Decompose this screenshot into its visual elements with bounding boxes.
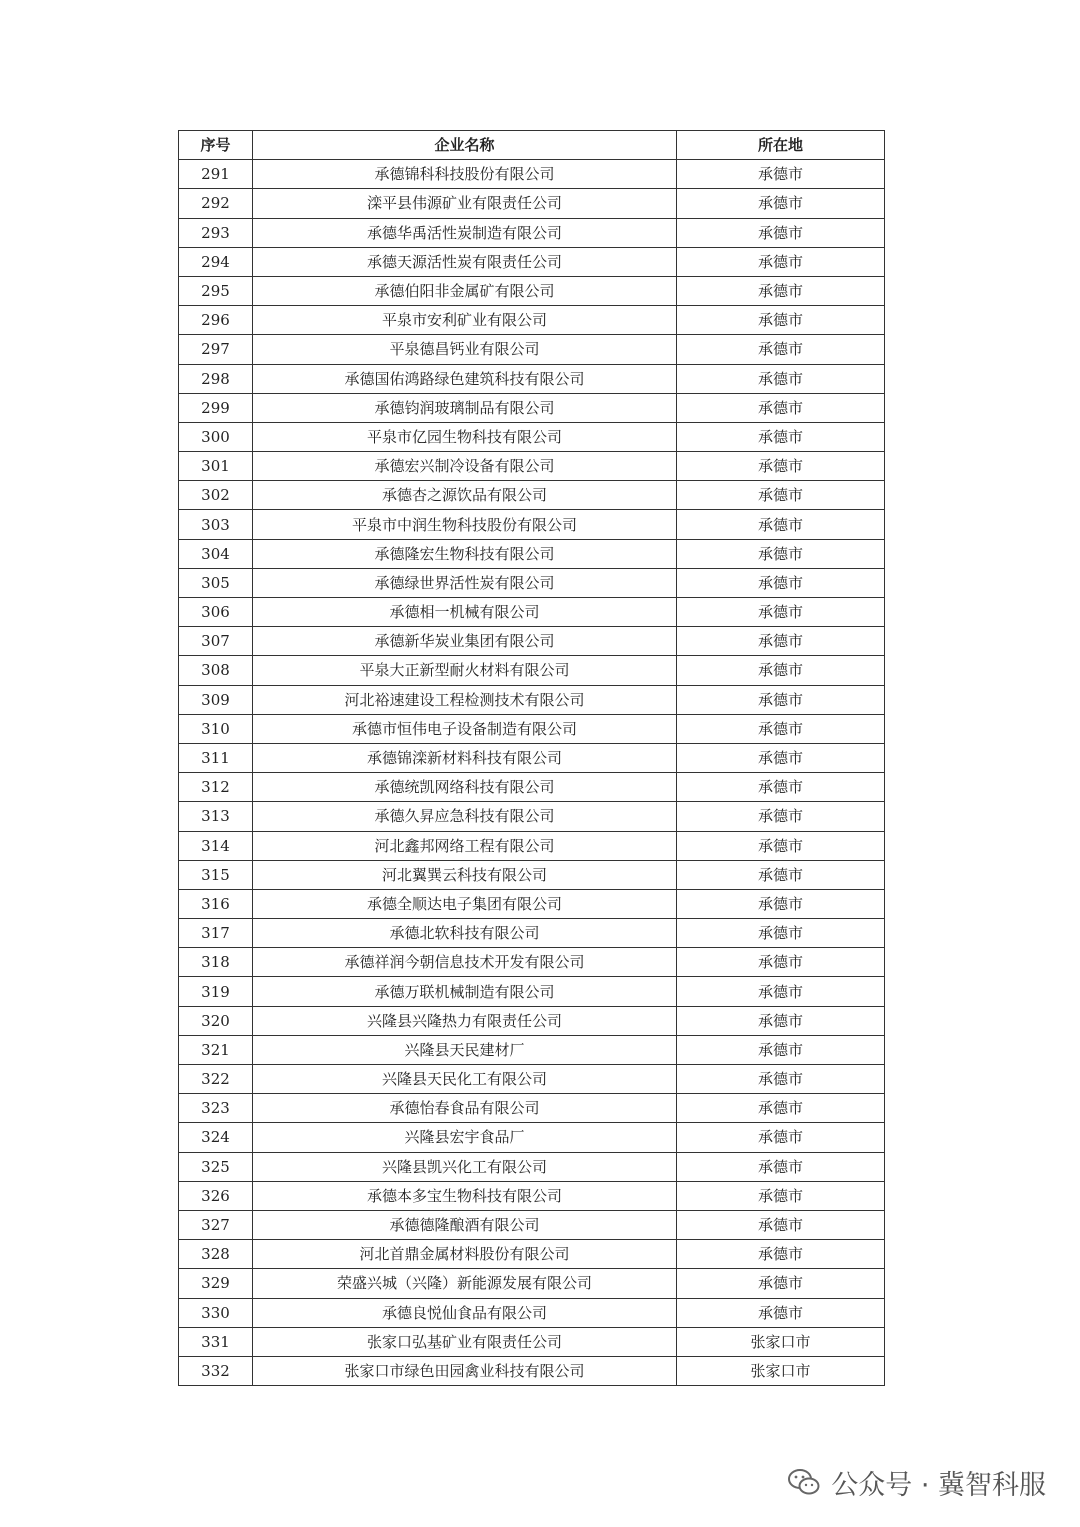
cell-no: 314 xyxy=(179,831,253,860)
cell-company-name: 承德杏之源饮品有限公司 xyxy=(253,481,677,510)
cell-no: 294 xyxy=(179,247,253,276)
cell-no: 293 xyxy=(179,218,253,247)
cell-company-name: 平泉市亿园生物科技有限公司 xyxy=(253,422,677,451)
cell-company-name: 兴隆县兴隆热力有限责任公司 xyxy=(253,1006,677,1035)
cell-no: 291 xyxy=(179,160,253,189)
table-row xyxy=(179,627,885,656)
cell-location: 承德市 xyxy=(677,335,885,364)
cell-company-name: 兴隆县天民建材厂 xyxy=(253,1035,677,1064)
cell-no: 302 xyxy=(179,481,253,510)
cell-company-name: 承德新华炭业集团有限公司 xyxy=(253,627,677,656)
cell-no: 301 xyxy=(179,452,253,481)
table-row xyxy=(179,422,885,451)
cell-no: 331 xyxy=(179,1327,253,1356)
cell-no: 330 xyxy=(179,1298,253,1327)
cell-company-name: 承德久昇应急科技有限公司 xyxy=(253,802,677,831)
cell-location: 承德市 xyxy=(677,276,885,305)
cell-location: 承德市 xyxy=(677,685,885,714)
cell-location: 承德市 xyxy=(677,1298,885,1327)
table-row xyxy=(179,1181,885,1210)
table-row xyxy=(179,1210,885,1239)
cell-no: 298 xyxy=(179,364,253,393)
cell-no: 306 xyxy=(179,598,253,627)
cell-location: 承德市 xyxy=(677,481,885,510)
cell-no: 300 xyxy=(179,422,253,451)
table-row xyxy=(179,1094,885,1123)
cell-company-name: 张家口市绿色田园禽业科技有限公司 xyxy=(253,1356,677,1385)
cell-company-name: 承德绿世界活性炭有限公司 xyxy=(253,568,677,597)
cell-company-name: 河北裕速建设工程检测技术有限公司 xyxy=(253,685,677,714)
cell-company-name: 兴隆县凯兴化工有限公司 xyxy=(253,1152,677,1181)
table-row xyxy=(179,598,885,627)
cell-no: 324 xyxy=(179,1123,253,1152)
cell-location: 承德市 xyxy=(677,831,885,860)
cell-no: 322 xyxy=(179,1065,253,1094)
cell-location: 承德市 xyxy=(677,714,885,743)
cell-location: 承德市 xyxy=(677,393,885,422)
cell-no: 297 xyxy=(179,335,253,364)
cell-location: 承德市 xyxy=(677,1065,885,1094)
table-row xyxy=(179,860,885,889)
cell-no: 292 xyxy=(179,189,253,218)
cell-no: 325 xyxy=(179,1152,253,1181)
table-row xyxy=(179,481,885,510)
table-row xyxy=(179,948,885,977)
cell-no: 327 xyxy=(179,1210,253,1239)
cell-company-name: 张家口弘基矿业有限责任公司 xyxy=(253,1327,677,1356)
cell-company-name: 承德万联机械制造有限公司 xyxy=(253,977,677,1006)
table-row xyxy=(179,919,885,948)
cell-location: 承德市 xyxy=(677,1094,885,1123)
cell-company-name: 承德相一机械有限公司 xyxy=(253,598,677,627)
cell-no: 296 xyxy=(179,306,253,335)
cell-location: 承德市 xyxy=(677,598,885,627)
table-row xyxy=(179,1152,885,1181)
cell-no: 319 xyxy=(179,977,253,1006)
cell-no: 317 xyxy=(179,919,253,948)
cell-location: 承德市 xyxy=(677,189,885,218)
table-row xyxy=(179,1035,885,1064)
table-row xyxy=(179,1356,885,1385)
cell-company-name: 承德宏兴制冷设备有限公司 xyxy=(253,452,677,481)
cell-no: 316 xyxy=(179,889,253,918)
cell-company-name: 承德市恒伟电子设备制造有限公司 xyxy=(253,714,677,743)
table-row xyxy=(179,656,885,685)
cell-company-name: 滦平县伟源矿业有限责任公司 xyxy=(253,189,677,218)
cell-company-name: 平泉市安利矿业有限公司 xyxy=(253,306,677,335)
cell-company-name: 承德德隆酿酒有限公司 xyxy=(253,1210,677,1239)
cell-no: 332 xyxy=(179,1356,253,1385)
watermark xyxy=(787,1462,1046,1502)
cell-company-name: 平泉大正新型耐火材料有限公司 xyxy=(253,656,677,685)
cell-location: 承德市 xyxy=(677,510,885,539)
cell-company-name: 河北翼巽云科技有限公司 xyxy=(253,860,677,889)
cell-no: 310 xyxy=(179,714,253,743)
table-row xyxy=(179,889,885,918)
cell-location: 承德市 xyxy=(677,1006,885,1035)
cell-no: 304 xyxy=(179,539,253,568)
table-row xyxy=(179,1065,885,1094)
cell-location: 承德市 xyxy=(677,743,885,772)
cell-company-name: 兴隆县宏宇食品厂 xyxy=(253,1123,677,1152)
table-row xyxy=(179,160,885,189)
cell-no: 320 xyxy=(179,1006,253,1035)
cell-location: 承德市 xyxy=(677,452,885,481)
cell-location: 承德市 xyxy=(677,568,885,597)
table-row xyxy=(179,276,885,305)
cell-location: 张家口市 xyxy=(677,1356,885,1385)
cell-company-name: 承德锦滦新材料科技有限公司 xyxy=(253,743,677,772)
table-row xyxy=(179,539,885,568)
cell-company-name: 荣盛兴城（兴隆）新能源发展有限公司 xyxy=(253,1269,677,1298)
cell-no: 328 xyxy=(179,1240,253,1269)
table-row xyxy=(179,685,885,714)
table-header-row xyxy=(179,131,885,160)
cell-location: 承德市 xyxy=(677,919,885,948)
cell-company-name: 平泉市中润生物科技股份有限公司 xyxy=(253,510,677,539)
table-row xyxy=(179,1269,885,1298)
cell-company-name: 承德祥润今朝信息技术开发有限公司 xyxy=(253,948,677,977)
cell-no: 311 xyxy=(179,743,253,772)
cell-no: 312 xyxy=(179,773,253,802)
cell-no: 315 xyxy=(179,860,253,889)
cell-company-name: 河北鑫邦网络工程有限公司 xyxy=(253,831,677,860)
cell-location: 承德市 xyxy=(677,160,885,189)
cell-no: 313 xyxy=(179,802,253,831)
cell-location: 承德市 xyxy=(677,977,885,1006)
cell-location: 张家口市 xyxy=(677,1327,885,1356)
cell-company-name: 河北首鼎金属材料股份有限公司 xyxy=(253,1240,677,1269)
wechat-icon xyxy=(787,1467,821,1497)
cell-company-name: 承德北软科技有限公司 xyxy=(253,919,677,948)
cell-company-name: 承德钧润玻璃制品有限公司 xyxy=(253,393,677,422)
table-row xyxy=(179,714,885,743)
cell-no: 299 xyxy=(179,393,253,422)
cell-no: 295 xyxy=(179,276,253,305)
cell-company-name: 承德国佑鸿路绿色建筑科技有限公司 xyxy=(253,364,677,393)
table-row xyxy=(179,306,885,335)
table-row xyxy=(179,510,885,539)
cell-company-name: 承德锦科科技股份有限公司 xyxy=(253,160,677,189)
cell-company-name: 承德良悦仙食品有限公司 xyxy=(253,1298,677,1327)
cell-location: 承德市 xyxy=(677,656,885,685)
cell-location: 承德市 xyxy=(677,948,885,977)
cell-no: 309 xyxy=(179,685,253,714)
table-row xyxy=(179,247,885,276)
cell-company-name: 承德伯阳非金属矿有限公司 xyxy=(253,276,677,305)
table-row xyxy=(179,1298,885,1327)
cell-no: 307 xyxy=(179,627,253,656)
table-row xyxy=(179,568,885,597)
table-body xyxy=(179,160,885,1386)
header-name: 企业名称 xyxy=(253,131,677,160)
cell-company-name: 承德全顺达电子集团有限公司 xyxy=(253,889,677,918)
cell-company-name: 承德隆宏生物科技有限公司 xyxy=(253,539,677,568)
watermark-text: 公众号 · 冀智科服 xyxy=(831,1469,1046,1501)
cell-location: 承德市 xyxy=(677,1240,885,1269)
cell-location: 承德市 xyxy=(677,1269,885,1298)
table-row xyxy=(179,218,885,247)
company-table xyxy=(178,130,885,1386)
table-row xyxy=(179,335,885,364)
cell-location: 承德市 xyxy=(677,889,885,918)
table-row xyxy=(179,802,885,831)
cell-location: 承德市 xyxy=(677,1152,885,1181)
cell-location: 承德市 xyxy=(677,860,885,889)
table-row xyxy=(179,364,885,393)
cell-location: 承德市 xyxy=(677,218,885,247)
table-row xyxy=(179,977,885,1006)
cell-no: 308 xyxy=(179,656,253,685)
cell-company-name: 承德统凯网络科技有限公司 xyxy=(253,773,677,802)
cell-no: 329 xyxy=(179,1269,253,1298)
cell-no: 321 xyxy=(179,1035,253,1064)
cell-location: 承德市 xyxy=(677,247,885,276)
cell-location: 承德市 xyxy=(677,1123,885,1152)
cell-company-name: 平泉德昌钙业有限公司 xyxy=(253,335,677,364)
table-row xyxy=(179,452,885,481)
cell-location: 承德市 xyxy=(677,422,885,451)
cell-location: 承德市 xyxy=(677,539,885,568)
cell-location: 承德市 xyxy=(677,627,885,656)
header-location: 所在地 xyxy=(677,131,885,160)
cell-location: 承德市 xyxy=(677,306,885,335)
cell-location: 承德市 xyxy=(677,802,885,831)
cell-no: 323 xyxy=(179,1094,253,1123)
cell-location: 承德市 xyxy=(677,773,885,802)
table-row xyxy=(179,393,885,422)
header-no: 序号 xyxy=(179,131,253,160)
cell-company-name: 承德天源活性炭有限责任公司 xyxy=(253,247,677,276)
cell-no: 326 xyxy=(179,1181,253,1210)
cell-company-name: 承德本多宝生物科技有限公司 xyxy=(253,1181,677,1210)
table-row xyxy=(179,773,885,802)
cell-location: 承德市 xyxy=(677,1035,885,1064)
cell-company-name: 兴隆县天民化工有限公司 xyxy=(253,1065,677,1094)
table-row xyxy=(179,831,885,860)
cell-location: 承德市 xyxy=(677,364,885,393)
table-row xyxy=(179,1123,885,1152)
cell-company-name: 承德华禹活性炭制造有限公司 xyxy=(253,218,677,247)
table-row xyxy=(179,1006,885,1035)
cell-no: 318 xyxy=(179,948,253,977)
cell-no: 303 xyxy=(179,510,253,539)
table-row xyxy=(179,1240,885,1269)
cell-location: 承德市 xyxy=(677,1210,885,1239)
cell-location: 承德市 xyxy=(677,1181,885,1210)
cell-company-name: 承德怡春食品有限公司 xyxy=(253,1094,677,1123)
table-row xyxy=(179,743,885,772)
cell-no: 305 xyxy=(179,568,253,597)
table-row xyxy=(179,189,885,218)
table-row xyxy=(179,1327,885,1356)
